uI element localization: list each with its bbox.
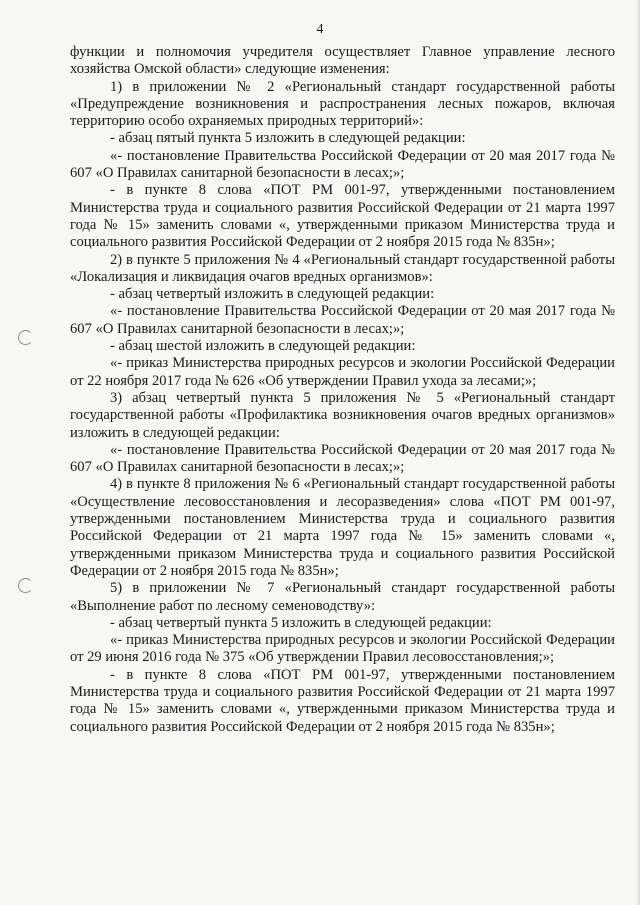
paragraph: «- приказ Министерства природных ресурсов и экологии Российской Федерации от 29 июня 2016 года № 375 «Об утверждении Правил лесовосстановления;»; xyxy=(70,632,615,666)
paragraph: - абзац четвертый изложить в следующей редакции: xyxy=(110,286,435,303)
paragraph: 4) в пункте 8 приложения № 6 «Региональный стандарт государственной работы «Осуществление лесовосстановления и лесоразведения» слова «ПОТ РМ 001-97, утвержденными постановлением Министерства труда и социального развития Российской Федерации от 21 марта 1997 года № 15» заменить словами «, утвержденными приказом Министерства труда и социального развития Российской Федерации от 2 ноября 2015 года № 835н»; xyxy=(70,476,615,579)
paragraph: 5) в приложении № 7 «Региональный стандарт государственной работы «Выполнение работ по лесному семеноводству»: xyxy=(70,580,615,614)
paragraph: 3) абзац четвертый пункта 5 приложения № 5 «Региональный стандарт государственной работы «Профилактика возникновения очагов вредных организмов» изложить в следующей редакции: xyxy=(70,389,615,441)
paragraph: «- постановление Правительства Российской Федерации от 20 мая 2017 года № 607 «О Правилах санитарной безопасности в лесах;»; xyxy=(70,303,615,337)
paragraph: - абзац пятый пункта 5 изложить в следующей редакции: xyxy=(110,130,466,147)
page-number: 4 xyxy=(316,22,324,37)
paragraph: функции и полномочия учредителя осуществляет Главное управление лесного хозяйства Омской области» следующие изменения: xyxy=(70,44,615,78)
paragraph: - в пункте 8 слова «ПОТ РМ 001-97, утвержденными постановлением Министерства труда и социального развития Российской Федерации от 21 марта 1997 года № 15» заменить словами «, утвержденными приказом Министерства труда и социального развития Российской Федерации от 2 ноября 2015 года № 835н»; xyxy=(70,182,615,251)
document-body xyxy=(70,44,615,736)
paragraph: - в пункте 8 слова «ПОТ РМ 001-97, утвержденными постановлением Министерства труда и социального развития Российской Федерации от 21 марта 1997 года № 15» заменить словами «, утвержденными приказом Министерства труда и социального развития Российской Федерации от 2 ноября 2015 года № 835н»; xyxy=(70,666,615,735)
paragraph: 2) в пункте 5 приложения № 4 «Региональный стандарт государственной работы «Локализация и ликвидация очагов вредных организмов»: xyxy=(70,251,615,285)
punch-hole-mark xyxy=(18,578,33,593)
paragraph: - абзац шестой изложить в следующей редакции: xyxy=(110,338,416,355)
punch-hole-mark xyxy=(18,330,33,345)
paragraph: «- постановление Правительства Российской Федерации от 20 мая 2017 года № 607 «О Правилах санитарной безопасности в лесах;»; xyxy=(70,441,615,476)
paragraph: - абзац четвертый пункта 5 изложить в следующей редакции: xyxy=(110,614,492,631)
paragraph: «- постановление Правительства Российской Федерации от 20 мая 2017 года № 607 «О Правилах санитарной безопасности в лесах;»; xyxy=(70,147,615,182)
paragraph: 1) в приложении № 2 «Региональный стандарт государственной работы «Предупреждение возникновения и распространения лесных пожаров, включая территорию особо охраняемых природных территорий»: xyxy=(70,78,615,130)
paragraph: «- приказ Министерства природных ресурсов и экологии Российской Федерации от 22 ноября 2017 года № 626 «Об утверждении Правил ухода за лесами;»; xyxy=(70,355,615,389)
scan-edge-shadow xyxy=(636,0,640,905)
